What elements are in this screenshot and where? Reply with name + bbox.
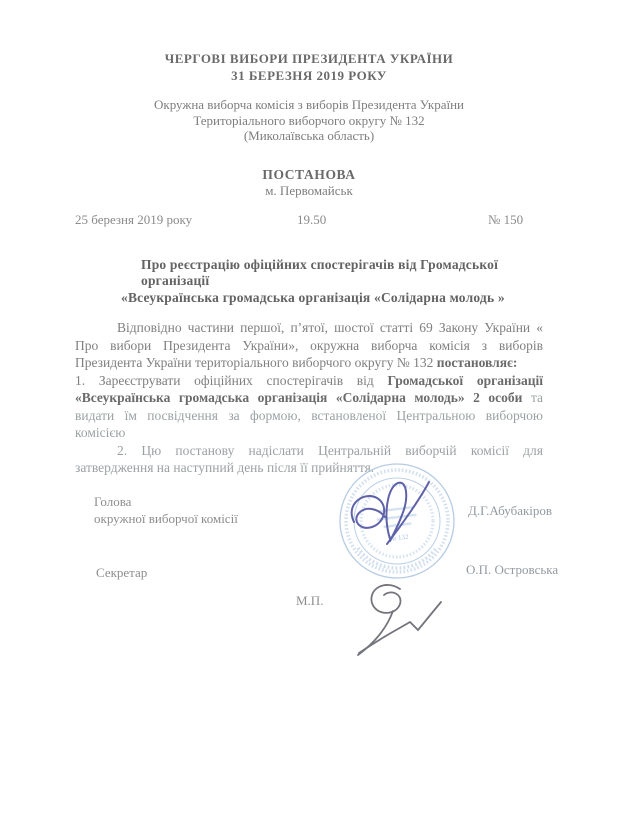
body-paragraph-item1 [75, 372, 543, 442]
chair-label-line1: Голова [94, 494, 132, 509]
resolution-title-line2: «Всеукраїнська громадська організація «Солідарна молодь » [121, 289, 505, 305]
commission-line2: Територіального виборчого округу № 132 [193, 112, 425, 128]
secretary-label: Секретар [96, 565, 148, 580]
chair-label-line2: окружної виборчої комісії [94, 510, 238, 526]
stamp-number: № 132 [389, 532, 409, 543]
chair-label [94, 494, 238, 527]
resolution-time: 19.50 [297, 211, 327, 227]
resolution-heading [75, 167, 543, 198]
body-paragraph-item2: 2. Цю постанову надіслати Центральній виборчій комісії для затвердження на наступний день після її прийняття. [75, 442, 543, 475]
document-header [75, 50, 543, 84]
body-paragraph-preamble [75, 319, 543, 372]
election-title-line1: ЧЕРГОВІ ВИБОРИ ПРЕЗИДЕНТА УКРАЇНИ [164, 51, 454, 66]
resolution-date: 25 березня 2019 року [75, 211, 193, 227]
commission-line1: Окружна виборча комісія з виборів Президента України [153, 97, 464, 112]
item1-bold: Громадської організації «Всеукраїнська громадська організація «Солідарна молодь» 2 особи [75, 372, 543, 405]
commission-line3: (Миколаївська область) [243, 128, 375, 143]
resolution-type: ПОСТАНОВА [262, 166, 356, 182]
resolution-title-line1: Про реєстрацію офіційних спостерігачів від Громадської організації [141, 256, 499, 288]
resolution-number: № 150 [488, 211, 524, 227]
secretary-name: О.П. Островська [466, 562, 559, 577]
resolution-body [75, 319, 543, 477]
seal-mark-label: М.П. [296, 593, 324, 608]
commission-name [75, 97, 543, 144]
item1-text-end: та видати їм посвідчення за формою, встановленої Центральною виборчою комісією [75, 390, 543, 440]
resolution-city: м. Первомайськ [265, 182, 353, 198]
resolution-meta-row [75, 212, 543, 230]
secretary-signature [348, 578, 448, 658]
preamble-text: Відповідно частини першої, п’ятої, шостої статті 69 Закону України « Про вибори Президента України», окружна виборча комісія з виборів Президента України територіального виборчого округу № 132 [75, 320, 543, 370]
item1-text-start: 1. Зареєструвати офіційних спостерігачів від [75, 372, 388, 388]
chair-name: Д.Г.Абубакіров [468, 503, 553, 518]
preamble-bold: постановляє: [436, 355, 518, 370]
resolution-title [75, 257, 543, 307]
chair-signature [340, 476, 445, 554]
election-title-line2: 31 БЕРЕЗНЯ 2019 РОКУ [231, 68, 387, 83]
